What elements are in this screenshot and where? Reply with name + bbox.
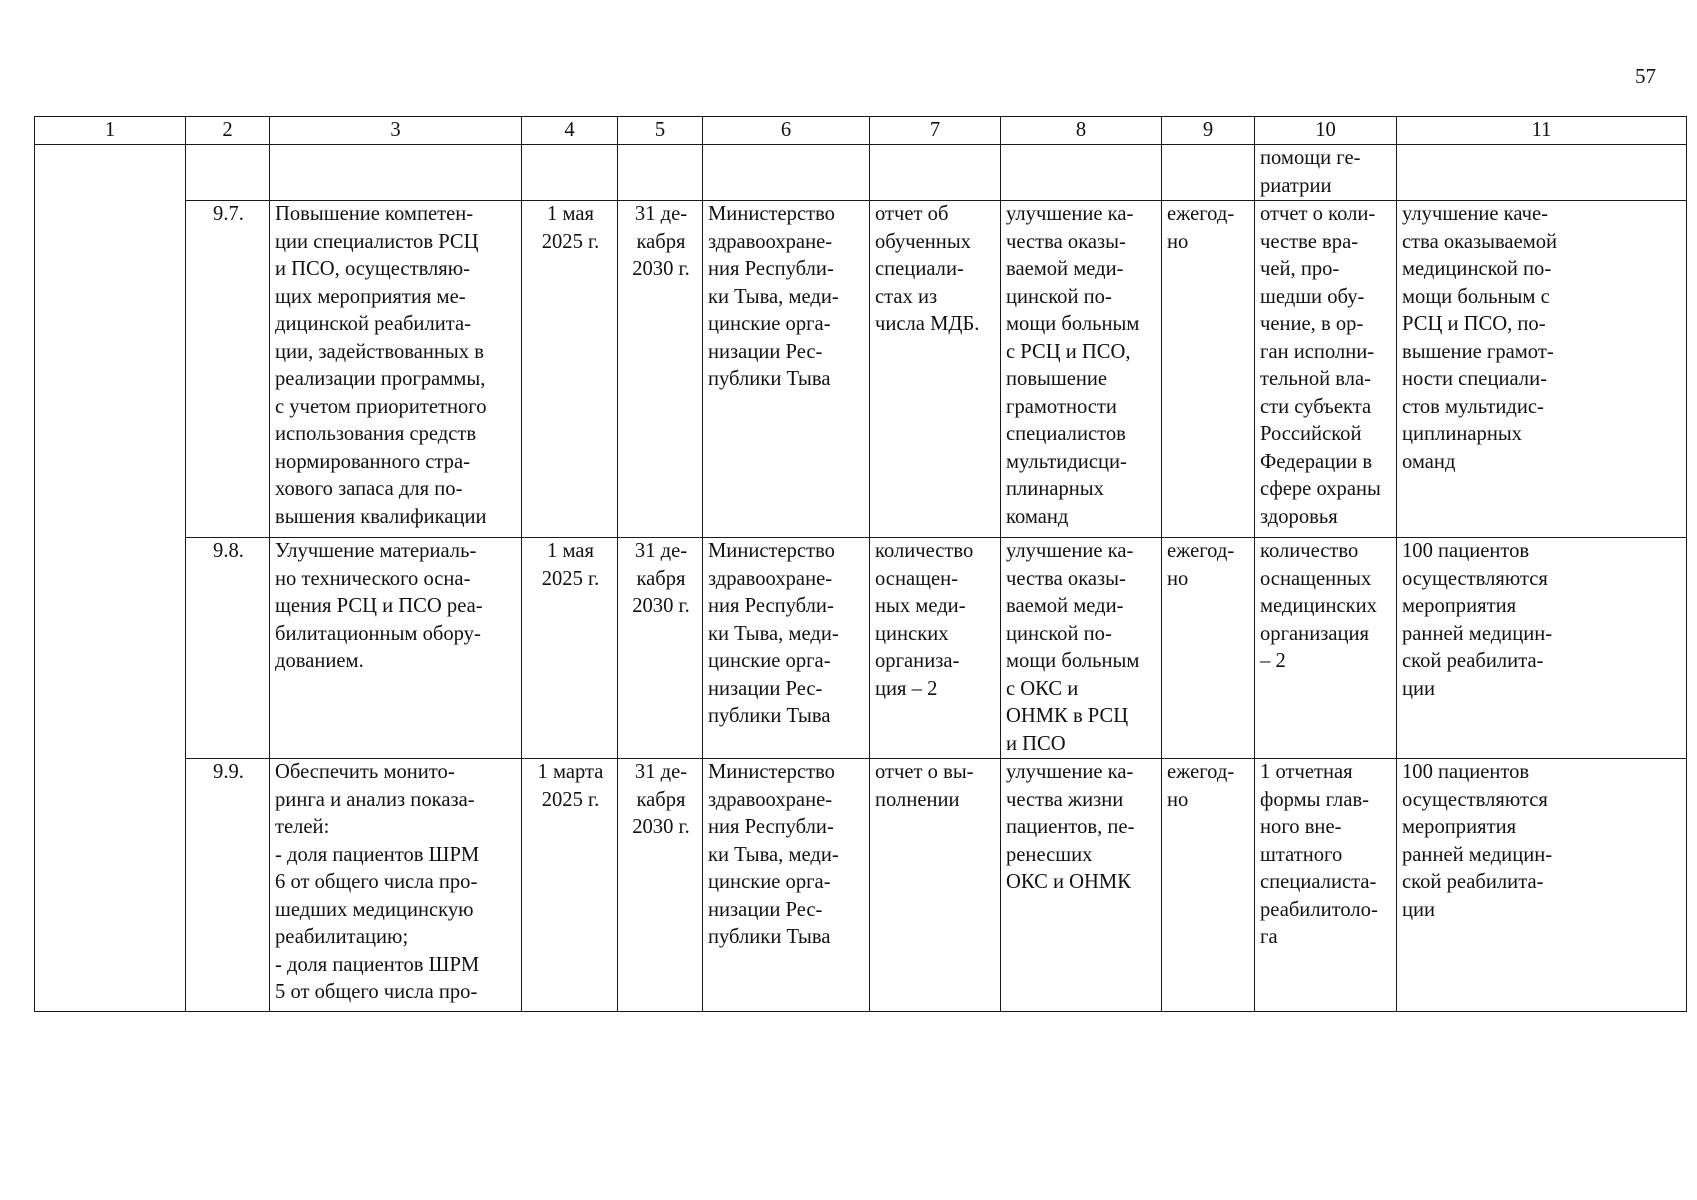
table-cell bbox=[703, 145, 870, 201]
start-date-cell: 1 мая 2025 г. bbox=[522, 538, 618, 759]
table-row bbox=[35, 759, 1687, 1012]
frequency-cell: ежегод- но bbox=[1162, 759, 1255, 1012]
table-cell bbox=[1397, 145, 1687, 201]
result-cell: отчет об обученных специали- стах из числа МДБ. bbox=[870, 201, 1001, 538]
indicator-cell: улучшение каче- ства оказываемой медицинской по- мощи больным с РСЦ и ПСО, по- вышение грамот- ности специали- стов мультидис- циплинарных оманд bbox=[1397, 201, 1687, 538]
column-header: 1 bbox=[35, 117, 186, 145]
item-number: 9.9. bbox=[186, 759, 270, 1012]
column-header: 6 bbox=[703, 117, 870, 145]
effect-cell: улучшение ка- чества оказы- ваемой меди- цинской по- мощи больным с ОКС и ОНМК в РСЦ и ПСО bbox=[1001, 538, 1162, 759]
responsible-cell: Министерство здравоохране- ния Республи- ки Тыва, меди- цинские орга- низации Рес- публики Тыва bbox=[703, 759, 870, 1012]
end-date-cell: 31 де- кабря 2030 г. bbox=[618, 538, 703, 759]
responsible-cell: Министерство здравоохране- ния Республи- ки Тыва, меди- цинские орга- низации Рес- публики Тыва bbox=[703, 201, 870, 538]
column-header: 11 bbox=[1397, 117, 1687, 145]
result-cell: отчет о вы- полнении bbox=[870, 759, 1001, 1012]
start-date-cell: 1 мая 2025 г. bbox=[522, 201, 618, 538]
table-cell bbox=[186, 145, 270, 201]
start-date-cell: 1 марта 2025 г. bbox=[522, 759, 618, 1012]
frequency-cell: ежегод- но bbox=[1162, 201, 1255, 538]
table-row-continuation bbox=[35, 145, 1687, 201]
page-number: 57 bbox=[1635, 64, 1656, 88]
action-cell: Обеспечить монито- ринга и анализ показа- телей: - доля пациентов ШРМ 6 от общего числа про- шедших медицинскую реабилитацию; - доля пациентов ШРМ 5 от общего числа про- bbox=[270, 759, 522, 1012]
table-cell bbox=[870, 145, 1001, 201]
item-number: 9.7. bbox=[186, 201, 270, 538]
action-cell: Повышение компетен- ции специалистов РСЦ и ПСО, осуществляю- щих мероприятия ме- дицинской реабилита- ции, задействованных в реализации программы, с учетом приоритетного использования средств нормированного стра- хового запаса для по- вышения квалификации bbox=[270, 201, 522, 538]
item-number: 9.8. bbox=[186, 538, 270, 759]
end-date-cell: 31 де- кабря 2030 г. bbox=[618, 759, 703, 1012]
table-row bbox=[35, 201, 1687, 538]
effect-cell: улучшение ка- чества жизни пациентов, пе- ренесших ОКС и ОНМК bbox=[1001, 759, 1162, 1012]
table-cell bbox=[522, 145, 618, 201]
column-header: 8 bbox=[1001, 117, 1162, 145]
report-cell: количество оснащенных медицинских организация – 2 bbox=[1255, 538, 1397, 759]
column-header: 7 bbox=[870, 117, 1001, 145]
indicator-cell: 100 пациентов осуществляются мероприятия ранней медицин- ской реабилита- ции bbox=[1397, 538, 1687, 759]
result-cell: количество оснащен- ных меди- цинских организа- ция – 2 bbox=[870, 538, 1001, 759]
column-header: 10 bbox=[1255, 117, 1397, 145]
table-cell bbox=[270, 145, 522, 201]
column-header-row bbox=[35, 117, 1687, 145]
table-cell bbox=[1001, 145, 1162, 201]
table-cell bbox=[618, 145, 703, 201]
effect-cell: улучшение ка- чества оказы- ваемой меди- цинской по- мощи больным с РСЦ и ПСО, повышение грамотности специалистов мультидисци- плинарных команд bbox=[1001, 201, 1162, 538]
action-cell: Улучшение материаль- но технического осна- щения РСЦ и ПСО реа- билитационным обору- дованием. bbox=[270, 538, 522, 759]
report-cell: отчет о коли- честве вра- чей, про- шедши обу- чение, в ор- ган исполни- тельной вла- сти субъекта Российской Федерации в сфере охраны здоровья bbox=[1255, 201, 1397, 538]
column-header: 9 bbox=[1162, 117, 1255, 145]
table-row bbox=[35, 538, 1687, 759]
column-header: 3 bbox=[270, 117, 522, 145]
table-cell bbox=[1162, 145, 1255, 201]
column-header: 4 bbox=[522, 117, 618, 145]
report-cell: 1 отчетная формы глав- ного вне- штатного специалиста- реабилитоло- га bbox=[1255, 759, 1397, 1012]
column-header: 2 bbox=[186, 117, 270, 145]
section-cell bbox=[35, 145, 186, 1012]
column-header: 5 bbox=[618, 117, 703, 145]
indicator-cell: 100 пациентов осуществляются мероприятия ранней медицин- ской реабилита- ции bbox=[1397, 759, 1687, 1012]
frequency-cell: ежегод- но bbox=[1162, 538, 1255, 759]
end-date-cell: 31 де- кабря 2030 г. bbox=[618, 201, 703, 538]
measures-table bbox=[34, 116, 1687, 1012]
report-cell: помощи ге- риатрии bbox=[1255, 145, 1397, 201]
responsible-cell: Министерство здравоохране- ния Республи- ки Тыва, меди- цинские орга- низации Рес- публики Тыва bbox=[703, 538, 870, 759]
